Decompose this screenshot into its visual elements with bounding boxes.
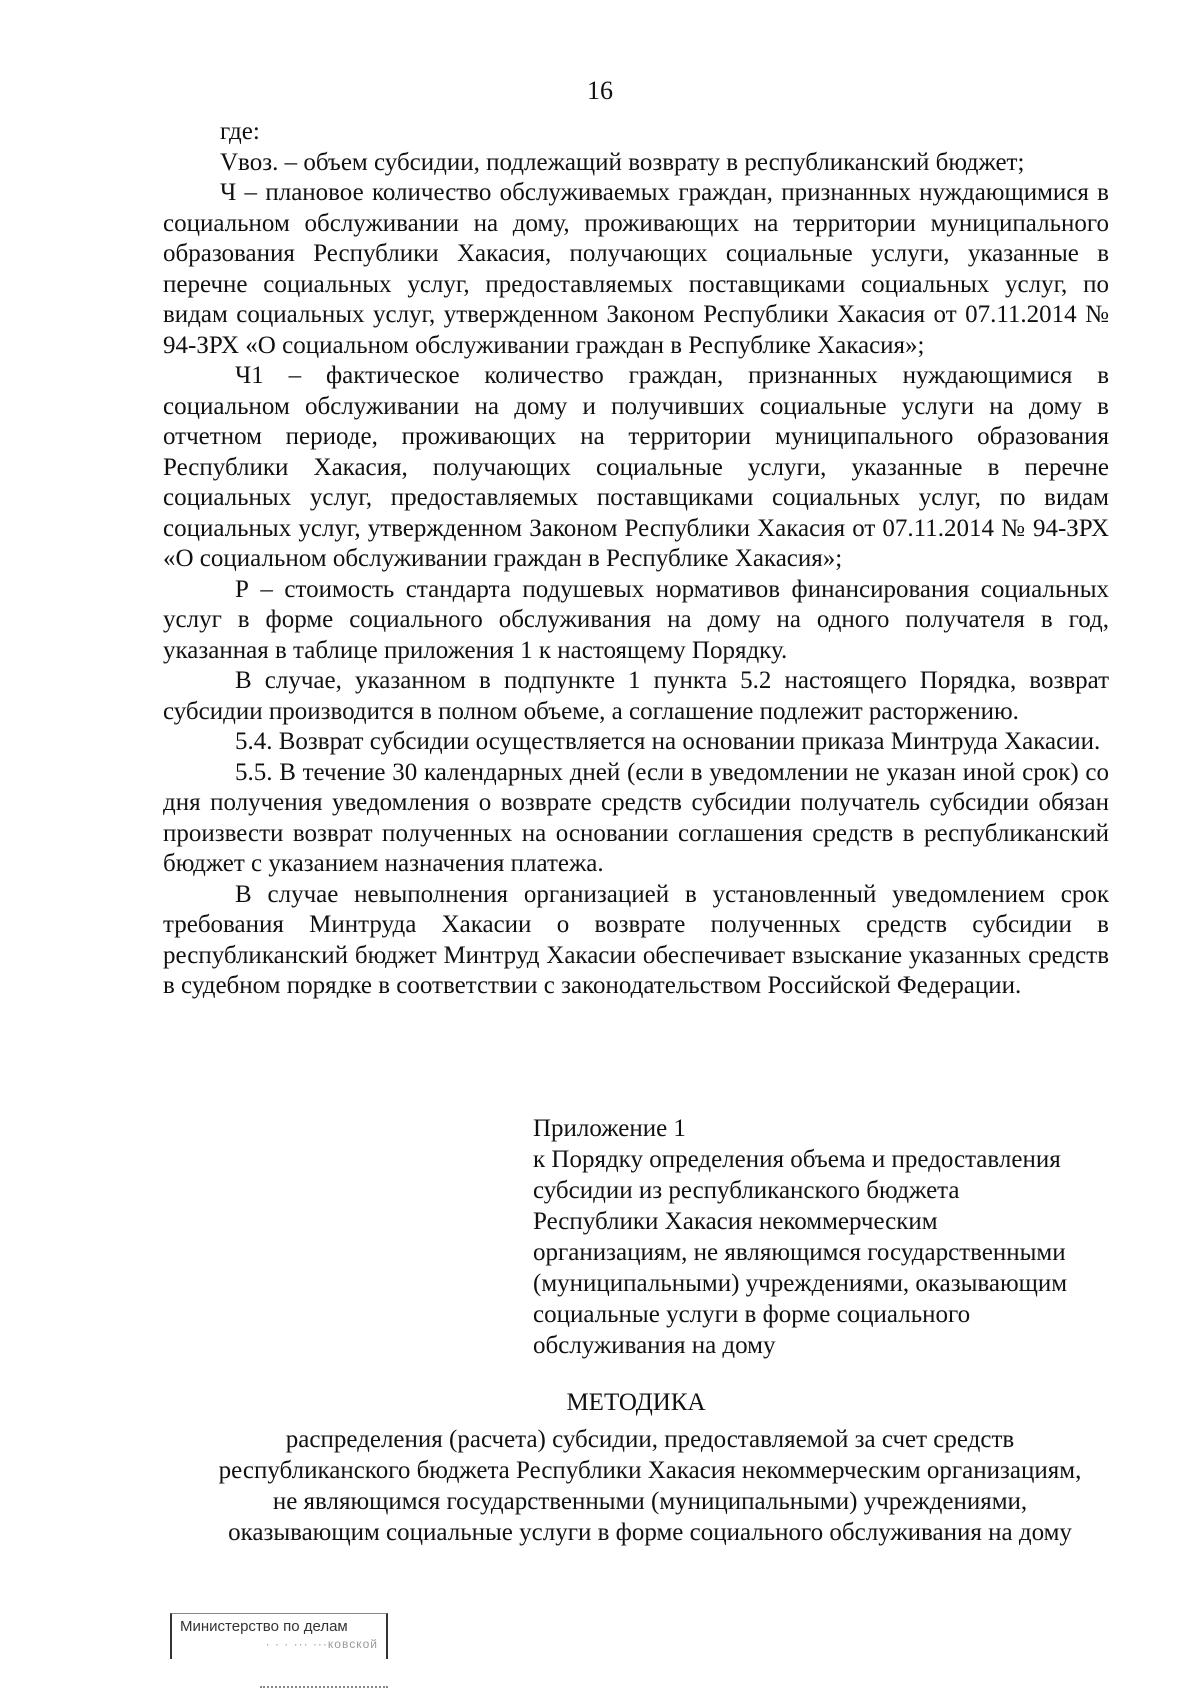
body-paragraph: 5.4. Возврат субсидии осуществляется на основании приказа Минтруда Хакасии. — [235, 728, 1101, 755]
registration-stamp — [170, 1613, 388, 1659]
body-paragraph: Vвоз. – объем субсидии, подлежащий возврату в республиканский бюджет; — [220, 148, 1025, 176]
appendix-line: к Порядку определения объема и предоставления — [533, 1146, 1061, 1173]
appendix-line: социальные услуги в форме социального — [533, 1301, 971, 1328]
methodology-subtitle-line: не являющимся государственными (муниципальными) учреждениями, — [272, 1488, 1028, 1515]
methodology-subtitle-line: республиканского бюджета Республики Хакасия некоммерческим организациям, — [218, 1457, 1082, 1484]
body-paragraph: 5.5. В течение 30 календарных дней (если в уведомлении не указан иной срок) со дня получения уведомления о возврате средств субсидии получатель субсидии обязан произвести возврат полученных на основании соглашения средств в республиканский бюджет с указанием назначения платежа. — [163, 758, 1109, 877]
body-paragraph: Р – стоимость стандарта подушевых нормативов финансирования социальных услуг в форме социального обслуживания на дому на одного получателя в год, указанная в таблице приложения 1 к настоящему Порядку. — [163, 575, 1109, 664]
stamp-line: Министерство по делам — [180, 1618, 348, 1635]
methodology-subtitle — [150, 1424, 1150, 1548]
body-paragraph: В случае невыполнения организацией в установленный уведомлением срок требования Минтруда Хакасии о возврате полученных средств субсидии в республиканский бюджет Минтруд Хакасии обеспечивает взыскание указанных средств в судебном порядке в соответствии с законодательством Российской Федерации. — [163, 880, 1109, 999]
appendix-line: субсидии из республиканского бюджета — [533, 1177, 960, 1204]
methodology-subtitle-line: оказывающим социальные услуги в форме социального обслуживания на дому — [228, 1519, 1072, 1546]
body-paragraph: где: — [220, 118, 260, 145]
appendix-line: организациям, не являющимся государственными — [533, 1239, 1066, 1266]
stamp-line: · · · ··· ···ковской — [265, 1637, 378, 1651]
methodology-subtitle-line: распределения (расчета) субсидии, предоставляемой за счет средств — [285, 1426, 1015, 1453]
appendix-line: Республики Хакасия некоммерческим — [533, 1208, 938, 1235]
appendix-reference — [533, 1113, 1113, 1361]
body-paragraph: В случае, указанном в подпункте 1 пункта 5.2 настоящего Порядка, возврат субсидии производится в полном объеме, а соглашение подлежит расторжению. — [163, 667, 1109, 725]
body-paragraph: Ч1 – фактическое количество граждан, признанных нуждающимися в социальном обслуживании на дому и получивших социальные услуги на дому в отчетном периоде, проживающих на территории муниципального образования Республики Хакасия, получающих социальные услуги, указанные в перечне социальных услуг, предоставляемых поставщиками социальных услуг, по видам социальных услуг, утвержденном Законом Республики Хакасия от 07.11.2014 № 94-ЗРХ «О социальном обслуживании граждан в Республике Хакасия»; — [163, 362, 1109, 572]
methodology-title: МЕТОДИКА — [566, 1389, 706, 1416]
appendix-line: (муниципальными) учреждениями, оказывающим — [533, 1270, 1068, 1297]
body-paragraph: Ч – плановое количество обслуживаемых граждан, признанных нуждающимися в социальном обслуживании на дому, проживающих на территории муниципального образования Республики Хакасия, получающих социальные услуги, указанные в перечне социальных услуг, предоставляемых поставщиками социальных услуг, по видам социальных услуг, утвержденном Законом Республики Хакасия от 07.11.2014 № 94-ЗРХ «О социальном обслуживании граждан в Республике Хакасия»; — [163, 179, 1109, 359]
stamp-divider — [260, 1686, 388, 1688]
appendix-line: обслуживания на дому — [533, 1332, 776, 1359]
page-number: 16 — [587, 76, 613, 105]
document-body — [163, 117, 1109, 1002]
appendix-line: Приложение 1 — [533, 1115, 686, 1142]
